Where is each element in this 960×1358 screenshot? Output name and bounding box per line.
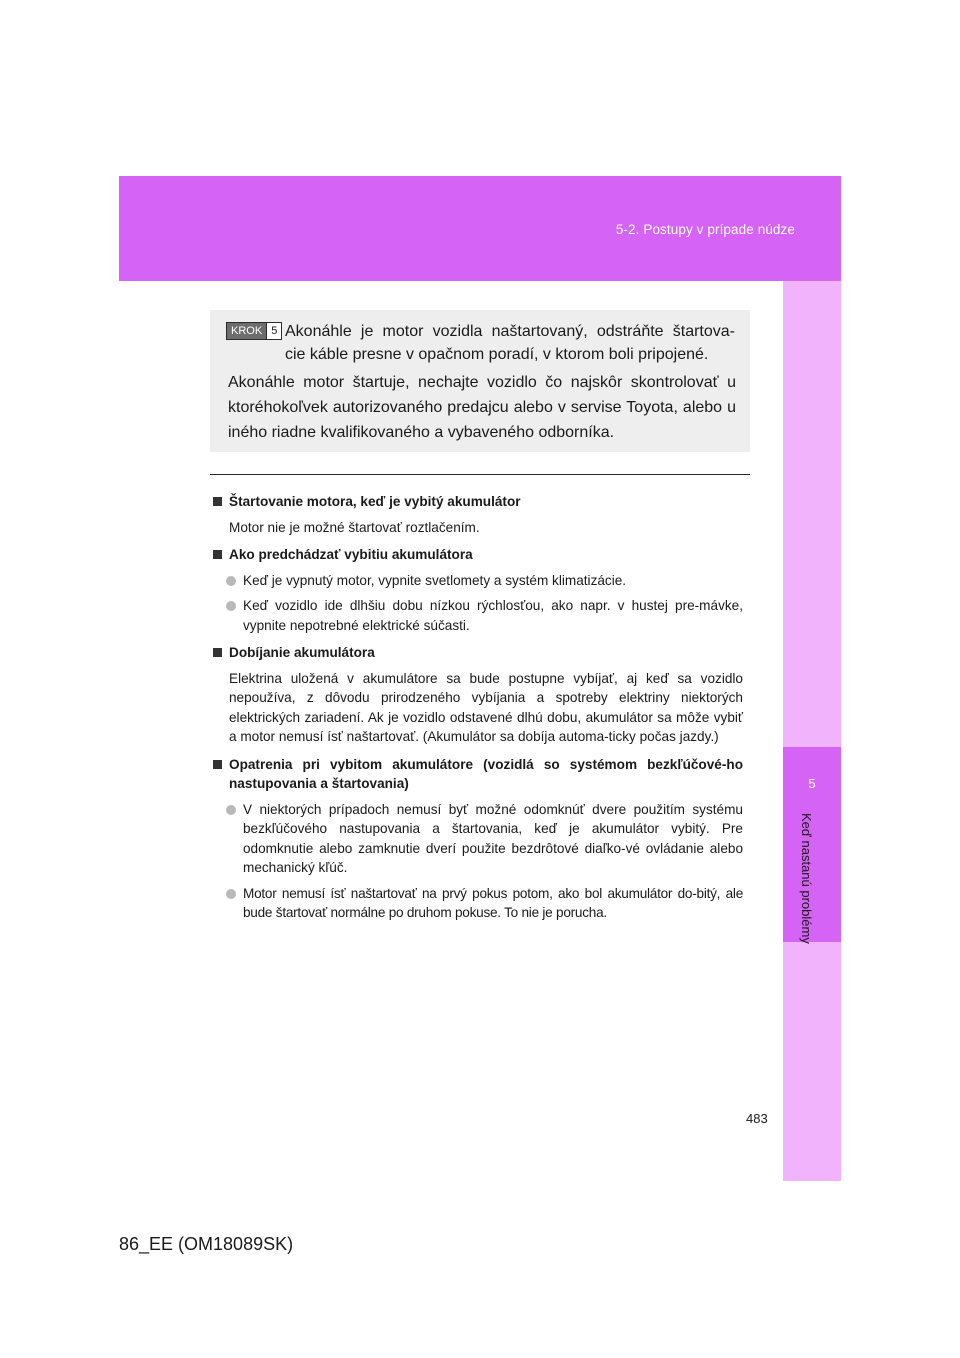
list-item xyxy=(213,571,743,591)
list-item xyxy=(213,596,743,635)
chapter-title: Keď nastanú problémy xyxy=(799,813,814,944)
page-number: 483 xyxy=(746,1111,768,1126)
list-item xyxy=(213,800,743,878)
list-item xyxy=(213,884,743,923)
section-heading xyxy=(213,492,743,512)
list-item-text: Keď vozidlo ide dlhšiu dobu nízkou rýchlosťou, ako napr. v hustej pre-mávke, vypnite nepotrebné elektrické súčasti. xyxy=(243,598,743,633)
square-bullet-icon xyxy=(213,497,222,506)
section-paragraph: Motor nie je možné štartovať roztlačením. xyxy=(229,519,480,535)
step-badge xyxy=(226,322,282,340)
step-badge-number: 5 xyxy=(266,323,281,339)
divider xyxy=(210,474,750,475)
chapter-number: 5 xyxy=(808,776,816,791)
circle-bullet-icon xyxy=(226,889,236,899)
step-box xyxy=(210,310,750,452)
section-heading xyxy=(213,755,743,794)
circle-bullet-icon xyxy=(226,601,236,611)
section-title: 5-2. Postupy v prípade núdze xyxy=(615,222,795,237)
header-band xyxy=(119,176,841,281)
document-code: 86_EE (OM18089SK) xyxy=(119,1234,294,1254)
step-instruction-line-2: cie káble presne v opačnom poradí, v ktorom boli pripojené. xyxy=(285,346,709,363)
square-bullet-icon xyxy=(213,550,222,559)
list-item-text: Keď je vypnutý motor, vypnite svetlomety a systém klimatizácie. xyxy=(243,572,627,588)
step-instruction xyxy=(285,320,735,366)
section-heading xyxy=(213,643,743,663)
section-heading-text: Štartovanie motora, keď je vybitý akumulátor xyxy=(229,494,521,509)
main-content xyxy=(213,492,743,923)
step-note: Akonáhle motor štartuje, nechajte vozidlo čo najskôr skontrolovať u ktoréhokoľvek autorizovaného predajcu alebo v servise Toyota, alebo u iného riadne kvalifikovaného a vybaveného odborníka. xyxy=(228,374,736,441)
section-paragraph: Elektrina uložená v akumulátore sa bude postupne vybíjať, aj keď sa vozidlo nepoužíva, z dôvodu prirodzeného vybíjania a spotreby elektriny niektorých elektrických zariadení. Ak je vozidlo odstavené dlhú dobu, akumulátor sa môže vybiť a motor nemusí ísť naštartovať. (Akumulátor sa dobíja automa-ticky počas jazdy.) xyxy=(229,670,743,744)
section-heading xyxy=(213,545,743,565)
section-heading-text: Ako predchádzať vybitiu akumulátora xyxy=(229,547,473,562)
circle-bullet-icon xyxy=(226,576,236,586)
chapter-tab xyxy=(783,747,841,942)
section-heading-text: Dobíjanie akumulátora xyxy=(229,645,375,660)
list-item-text: Motor nemusí ísť naštartovať na prvý pokus potom, ako bol akumulátor do-bitý, ale bude štartovať normálne po druhom pokuse. To nie je porucha. xyxy=(243,885,743,920)
section-heading-text: Opatrenia pri vybitom akumulátore (vozidlá so systémom bezkľúčové-ho nastupovania a štartovania) xyxy=(229,756,743,791)
square-bullet-icon xyxy=(213,648,222,657)
step-instruction-line-1: Akonáhle je motor vozidla naštartovaný, odstráňte štartova- xyxy=(285,323,735,340)
circle-bullet-icon xyxy=(226,805,236,815)
side-tab xyxy=(783,281,841,1181)
step-badge-keyword: KROK xyxy=(227,323,266,339)
list-item-text: V niektorých prípadoch nemusí byť možné odomknúť dvere použitím systému bezkľúčového nastupovania a štartovania, keď je akumulátor vybitý. Pre odomknutie alebo zamknutie dverí použite bezdrôtové diaľko-vé ovládanie alebo mechanický kľúč. xyxy=(243,801,743,875)
square-bullet-icon xyxy=(213,760,222,769)
